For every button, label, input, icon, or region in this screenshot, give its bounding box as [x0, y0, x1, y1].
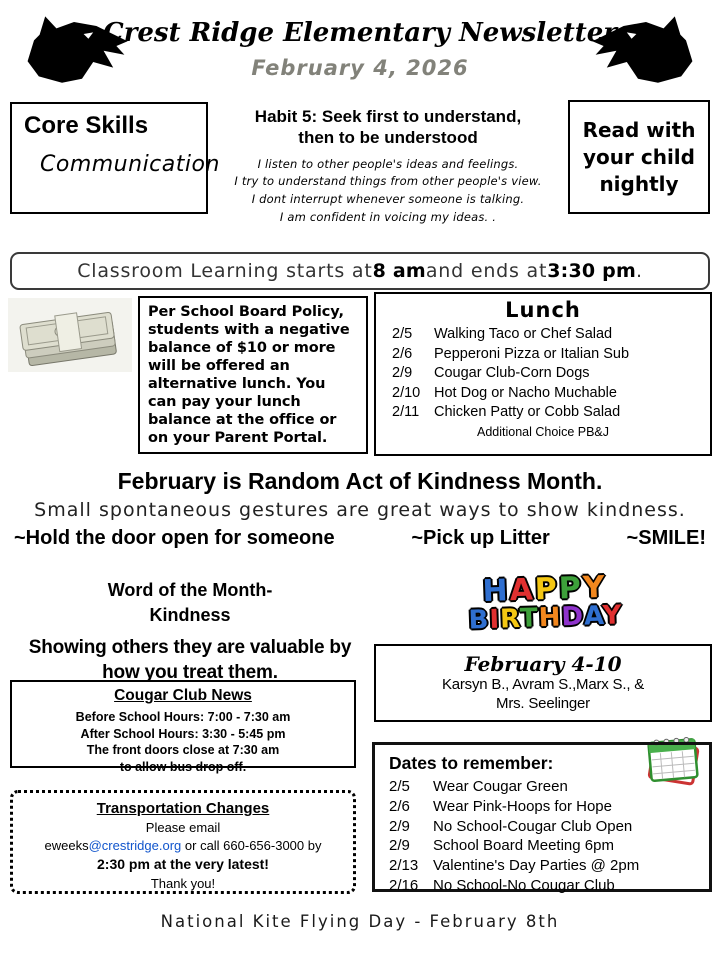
cougar-club-line: After School Hours: 3:30 - 5:45 pm [80, 726, 286, 741]
lunch-menu-item: Walking Taco or Chef Salad [434, 326, 613, 342]
happy-birthday-graphic [427, 568, 663, 637]
lunch-date: 2/11 [392, 404, 420, 420]
lunch-menu-row [376, 325, 710, 345]
habit-title-line1: Habit 5: Seek first to understand, [254, 107, 522, 126]
transportation-changes-box [10, 790, 356, 894]
kindness-subheading: Small spontaneous gestures are great ways to show kindness. [34, 499, 686, 521]
transportation-line: Please email [145, 820, 221, 835]
email-link[interactable]: @crestridge.org [88, 838, 182, 854]
classroom-text: Classroom Learning starts at [77, 260, 373, 282]
birthday-week: February 4-10 [464, 652, 622, 677]
kindness-action: ~Pick up Litter [411, 527, 550, 549]
core-skills-box [10, 102, 220, 214]
cougar-club-news-box [10, 680, 356, 774]
lunch-date: 2/10 [392, 384, 421, 401]
classroom-hours-banner [10, 252, 710, 290]
lunch-menu-box [374, 292, 712, 456]
lunch-date: 2/5 [392, 326, 413, 342]
money-photo [8, 298, 132, 372]
date-row [389, 777, 705, 797]
read-line: your child [583, 144, 695, 169]
kindness-action: ~Hold the door open for someone [14, 527, 335, 549]
kindness-action: ~SMILE! [626, 527, 706, 549]
transportation-thanks: Thank you! [150, 875, 216, 891]
read-with-child-box [568, 100, 710, 214]
classroom-text: . [635, 260, 643, 282]
date-event: No School-No Cougar Club [433, 876, 615, 894]
habit-line: I try to understand things from other people's view. [234, 174, 542, 189]
read-line: Read with [582, 117, 696, 142]
core-skills-value: Communication [40, 152, 220, 177]
lunch-menu-row [376, 403, 710, 423]
cougar-club-title: Cougar Club News [114, 687, 252, 704]
kindness-heading: February is Random Act of Kindness Month. [117, 468, 603, 494]
cougar-club-line: Before School Hours: 7:00 - 7:30 am [75, 710, 291, 724]
habit-line: I listen to other people's ideas and feelings. [257, 156, 519, 171]
date-row [389, 836, 705, 856]
birthday-names-box [374, 644, 712, 722]
word-of-month-label: Word of the Month- [107, 580, 273, 600]
date-event: Valentine's Day Parties @ 2pm [433, 857, 640, 875]
word-of-month-word: Kindness [149, 605, 231, 626]
date-event: No School-Cougar Club Open [433, 817, 633, 835]
date-row [389, 817, 705, 837]
lunch-menu-item: Chicken Patty or Cobb Salad [434, 404, 621, 420]
transportation-deadline: 2:30 pm at the very latest! [97, 856, 269, 873]
lunch-menu-row [376, 384, 710, 404]
footer-note: National Kite Flying Day - February 8th [160, 912, 560, 931]
classroom-text: and ends at [425, 260, 548, 282]
birthday-names: Mrs. Seelinger [496, 695, 590, 712]
habit-title-line2: then to be understood [298, 128, 478, 148]
core-skills-title: Core Skills [24, 112, 149, 139]
date-value: 2/9 [389, 817, 410, 835]
date-value: 2/6 [389, 797, 410, 815]
lunch-date: 2/6 [392, 345, 413, 362]
lunch-policy-box [138, 296, 368, 454]
date-value: 2/5 [389, 778, 410, 795]
date-row [389, 876, 705, 896]
lunch-policy-text: Per School Board Policy, students with a negative balance of $10 or more will be offered an alternative lunch. You can pay your lunch balance at the office or on your Parent Portal. [148, 304, 350, 446]
birthday-names: Karsyn B., Avram S.,Marx S., & [441, 676, 645, 694]
cougar-club-line: The front doors close at 7:30 am [86, 743, 280, 757]
habit-section [212, 106, 564, 227]
date-event: School Board Meeting 6pm [433, 837, 614, 855]
dates-title: Dates to remember: [389, 753, 554, 773]
newsletter-title: Crest Ridge Elementary Newsletter [103, 18, 617, 48]
lunch-menu-item: Pepperoni Pizza or Italian Sub [434, 345, 630, 362]
date-value: 2/16 [389, 876, 419, 894]
date-value: 2/9 [389, 837, 410, 855]
date-row [389, 797, 705, 817]
habit-line: I dont interrupt whenever someone is talking. [251, 192, 525, 207]
happy-birthday-word1: HAPPY [481, 569, 608, 610]
happy-birthday-word2: BIRTHDAY [468, 600, 623, 636]
lunch-additional-choice: Additional Choice PB&J [476, 424, 610, 439]
date-row [389, 856, 705, 876]
word-of-month-definition: how you treat them. [102, 662, 278, 684]
classroom-end-time: 3:30 pm [547, 260, 636, 282]
date-event: Wear Pink-Hoops for Hope [433, 797, 612, 815]
lunch-menu-row [376, 345, 710, 365]
transportation-email-name: eweeks [44, 838, 89, 854]
word-of-month-definition: Showing others they are valuable by [28, 637, 352, 659]
classroom-start-time: 8 am [372, 260, 426, 282]
kindness-actions [14, 527, 706, 550]
word-of-month-section [20, 578, 360, 686]
newsletter-date: February 4, 2026 [251, 56, 469, 80]
date-value: 2/13 [389, 857, 419, 875]
lunch-menu-row [376, 364, 710, 384]
lunch-menu-item: Hot Dog or Nacho Muchable [434, 384, 617, 401]
transportation-title: Transportation Changes [96, 800, 270, 817]
lunch-date: 2/9 [392, 365, 413, 381]
habit-line: I am confident in voicing my ideas. . [279, 209, 497, 224]
read-line: nightly [599, 171, 679, 196]
date-event: Wear Cougar Green [433, 778, 568, 795]
transportation-phone: or call 660-656-3000 by [181, 838, 322, 854]
lunch-menu-item: Cougar Club-Corn Dogs [434, 365, 590, 381]
cougar-club-line: to allow bus drop off. [119, 759, 247, 774]
lunch-title: Lunch [505, 298, 581, 322]
dates-to-remember-box [372, 742, 712, 892]
